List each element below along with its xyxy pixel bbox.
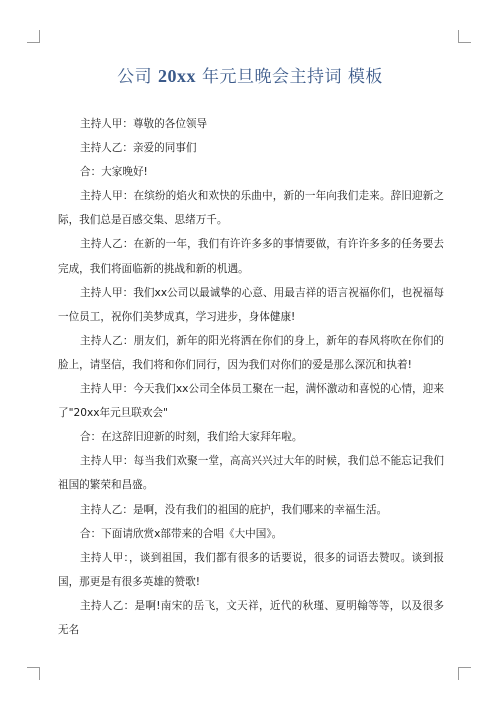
paragraph: 合：下面请欣赏x部带来的合唱《大中国》。 [80, 527, 283, 540]
paragraph: 主持人乙：是啊!南宋的岳飞，文天祥，近代的秋瑾、夏明翰等等，以及很多无名 [58, 599, 444, 636]
document-title [0, 62, 500, 87]
title-prefix: 公司 [117, 67, 153, 87]
document-body [58, 112, 444, 642]
crop-mark-bottom-right [458, 667, 471, 680]
title-suffix: 年元旦晚会主持词 模板 [201, 67, 383, 87]
paragraph: 主持人乙：在新的一年，我们有许许多多的事情要做，有许许多多的任务要去完成，我们将面临新的挑战和新的机遇。 [58, 238, 444, 275]
paragraph: 主持人乙：朋友们，新年的阳光将洒在你们的身上，新年的春风将吹在你们的脸上，请坚信，我们将和你们同行，因为我们对你们的爱是那么深沉和执着! [58, 334, 444, 371]
paragraph: 主持人甲：尊敬的各位领导 [80, 118, 208, 130]
paragraph: 主持人甲：在缤纷的焰火和欢快的乐曲中，新的一年向我们走来。辞旧迎新之际，我们总是百感交集、思绪万千。 [58, 190, 444, 227]
crop-mark-top-right [458, 30, 471, 43]
crop-mark-bottom-left [27, 667, 40, 680]
paragraph: 合：在这辞旧迎新的时刻，我们给大家拜年啦。 [80, 431, 303, 444]
paragraph: 合：大家晚好! [80, 166, 148, 179]
paragraph: 主持人甲：每当我们欢聚一堂，高高兴兴过大年的时候，我们总不能忘记我们祖国的繁荣和昌盛。 [58, 455, 444, 492]
paragraph: 主持人乙：亲爱的同事们 [80, 142, 197, 155]
crop-mark-top-left [27, 30, 40, 43]
paragraph: 主持人甲：我们xx公司以最诚挚的心意、用最吉祥的语言祝福你们，也祝福每一位员工，祝你们美梦成真，学习进步，身体健康! [58, 286, 444, 323]
paragraph: 主持人甲：今天我们xx公司全体员工聚在一起，满怀激动和喜悦的心情，迎来了"20xx年元旦联欢会" [58, 383, 444, 420]
paragraph: 主持人甲：，谈到祖国，我们都有很多的话要说，很多的词语去赞叹。谈到报国，那更是有很多英雄的赞歌! [58, 551, 444, 588]
title-year: 20xx [158, 66, 197, 86]
paragraph: 主持人乙：是啊，没有我们的祖国的庇护，我们哪来的幸福生活。 [80, 503, 388, 516]
